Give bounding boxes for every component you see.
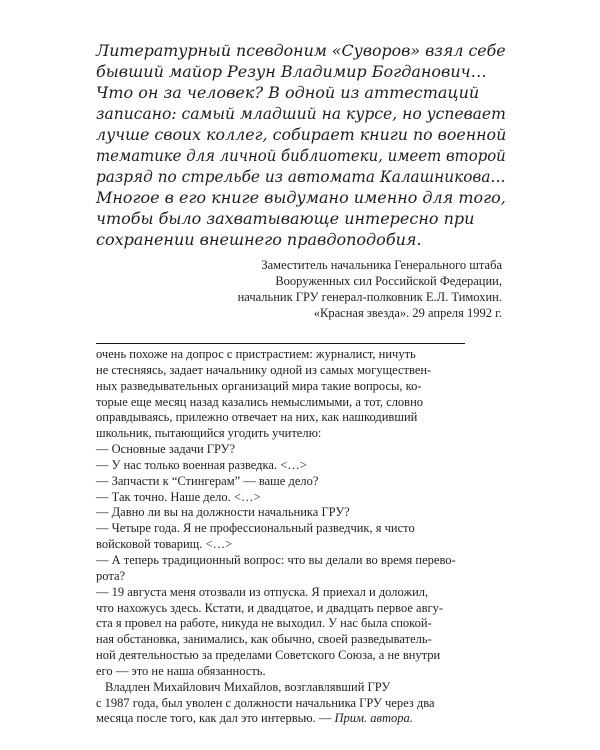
footnote-line: — Так точно. Наше дело. <…> [96,489,261,504]
footnote-line: Владлен Михайлович Михайлов, возглавлявший ГРУ [105,679,391,694]
epigraph-line: чтобы было захватывающе интересно при [96,209,475,228]
attribution-line: Вооруженных сил Российской Федерации, [275,274,502,288]
epigraph-line: Литературный псевдоним «Суворов» взял себе [96,41,506,60]
footnote-line: ных разведывательных организаций мира такие вопросы, ко- [96,378,422,393]
footnote-line: его — это не наша обязанность. [96,663,266,678]
footnote-line: — Четыре года. Я не профессиональный разведчик, я чисто [96,521,415,536]
epigraph-line: разряд по стрельбе из автомата Калашникова… [96,167,506,186]
epigraph-line: Что он за человек? В одной из аттестаций [96,83,480,102]
epigraph-line: бывший майор Резун Владимир Богданович… [96,62,487,81]
footnote-line: — Запчасти к “Стингерам” — ваше дело? [96,473,319,488]
attribution-line: «Красная звезда». 29 апреля 1992 г. [313,306,502,320]
epigraph-attribution [238,257,502,321]
footnote-line: ста я провел на работе, никуда не выходил. У нас была спокой- [96,616,432,631]
footnote-line: с 1987 года, был уволен с должности начальника ГРУ через два [96,695,435,710]
footnote [96,347,516,727]
footnote-line: рота? [96,568,126,583]
footnote-line: оправдываясь, прилежно отвечает на них, как нашкодивший [96,410,418,425]
footnote-line: ная обстановка, занимались, как обычно, своей разведыватель- [96,632,432,647]
epigraph-line: Многое в его книге выдумано именно для того, [96,188,506,207]
epigraph-line: лучше своих коллег, собирает книги по военной [96,125,507,144]
footnote-line: очень похоже на допрос с пристрастием: журналист, ничуть [96,347,416,361]
epigraph [96,40,506,250]
footnote-line: — 19 августа меня отозвали из отпуска. Я приехал и доложил, [96,584,429,599]
footnote-line: — Основные задачи ГРУ? [96,442,236,457]
attribution-line: Заместитель начальника Генерального штаба [261,258,502,272]
epigraph-line: тематике для личной библиотеки, имеет второй [96,146,506,165]
footnote-last-text: месяца после того, как дал это интервью. — [96,711,332,726]
footnote-line: ной деятельностью за пределами Советского Союза, а не внутри [96,648,441,663]
footnote-line: торые еще месяц назад казались немыслимыми, а тот, словно [96,394,424,409]
footnote-line: не стесняясь, задает начальнику одной из самых могуществен- [96,362,432,377]
footnote-line: школьник, пытающийся угодить учителю: [96,426,322,441]
footnote-last-line [96,711,516,727]
footnote-line: — У нас только военная разведка. <…> [96,457,307,472]
attribution-line: начальник ГРУ генерал-полковник Е.Л. Тимохин. [237,290,502,304]
epigraph-line: сохранении внешнего правдоподобия. [96,230,422,249]
author-note: Прим. автора. [334,711,413,726]
epigraph-line: записано: самый младший на курсе, но успевает [96,104,506,123]
footnote-line: — А теперь традиционный вопрос: что вы делали во время перево- [96,552,456,567]
footnote-line: что нахожусь здесь. Кстати, и двадцатое, и двадцать первое авгу- [96,600,444,615]
footnote-line: — Давно ли вы на должности начальника ГРУ? [96,505,350,520]
footnote-separator [96,343,465,344]
footnote-line: войсковой товарищ. <…> [96,537,233,552]
